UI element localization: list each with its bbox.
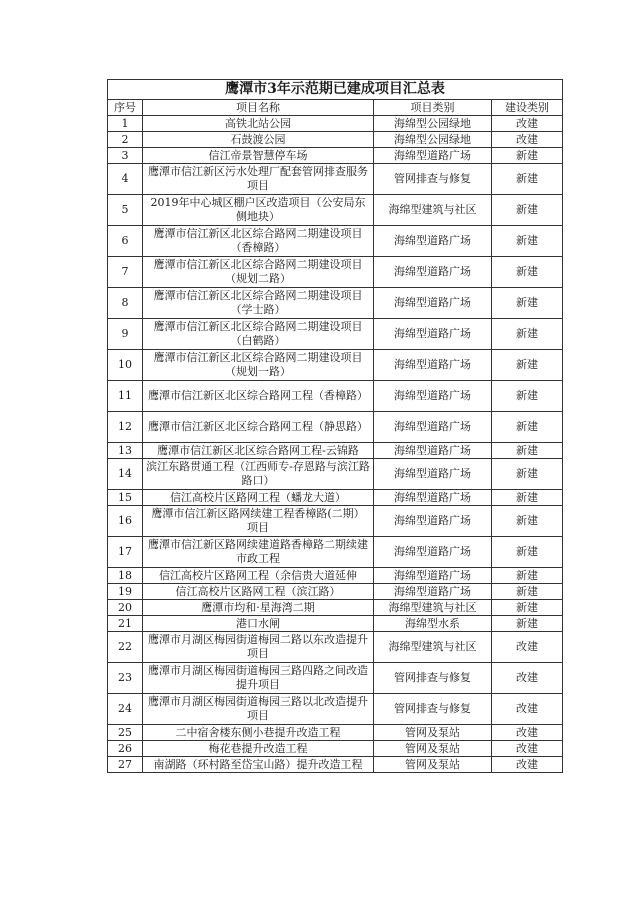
project-category: 海绵型道路广场 bbox=[374, 537, 492, 568]
row-number: 8 bbox=[108, 288, 143, 319]
row-number: 21 bbox=[108, 616, 143, 632]
table-row bbox=[108, 506, 563, 537]
build-type: 新建 bbox=[492, 319, 563, 350]
table-row bbox=[108, 757, 563, 773]
row-number: 19 bbox=[108, 584, 143, 600]
project-name: 鹰潭市信江新区北区综合路网二期建设项目（学士路） bbox=[143, 288, 374, 319]
project-name: 信江帝景智慧停车场 bbox=[143, 148, 374, 164]
table-row bbox=[108, 443, 563, 459]
table-row bbox=[108, 195, 563, 226]
table-row bbox=[108, 257, 563, 288]
project-category: 海绵型建筑与社区 bbox=[374, 195, 492, 226]
project-name: 信江高校片区路网工程（滨江路） bbox=[143, 584, 374, 600]
row-number: 13 bbox=[108, 443, 143, 459]
header-category: 项目类别 bbox=[374, 100, 492, 116]
build-type: 新建 bbox=[492, 459, 563, 490]
project-name: 2019年中心城区棚户区改造项目（公安局东侧地块） bbox=[143, 195, 374, 226]
project-name: 鹰潭市信江新区路网续建工程香樟路(二期）项目 bbox=[143, 506, 374, 537]
table-row bbox=[108, 537, 563, 568]
project-category: 管网排查与修复 bbox=[374, 694, 492, 725]
row-number: 7 bbox=[108, 257, 143, 288]
table-row bbox=[108, 132, 563, 148]
row-number: 1 bbox=[108, 116, 143, 132]
table-row bbox=[108, 663, 563, 694]
row-number: 12 bbox=[108, 412, 143, 443]
table-row bbox=[108, 600, 563, 616]
project-category: 海绵型道路广场 bbox=[374, 412, 492, 443]
project-name: 信江高校片区路网工程（余信贵大道延伸 bbox=[143, 568, 374, 584]
row-number: 23 bbox=[108, 663, 143, 694]
project-category: 海绵型道路广场 bbox=[374, 490, 492, 506]
project-name: 鹰潭市信江新区北区综合路网二期建设项目（规划二路） bbox=[143, 257, 374, 288]
build-type: 新建 bbox=[492, 568, 563, 584]
project-category: 海绵型水系 bbox=[374, 616, 492, 632]
project-category: 海绵型道路广场 bbox=[374, 226, 492, 257]
project-name: 梅花巷提升改造工程 bbox=[143, 741, 374, 757]
row-number: 24 bbox=[108, 694, 143, 725]
table-row bbox=[108, 350, 563, 381]
project-name: 鹰潭市月湖区梅园街道梅园三路以北改造提升项目 bbox=[143, 694, 374, 725]
table-title: 鹰潭市3年示范期已建成项目汇总表 bbox=[108, 80, 563, 100]
build-type: 改建 bbox=[492, 741, 563, 757]
project-name: 鹰潭市信江新区北区综合路网二期建设项目（白鹤路） bbox=[143, 319, 374, 350]
build-type: 新建 bbox=[492, 616, 563, 632]
build-type: 改建 bbox=[492, 132, 563, 148]
project-category: 海绵型道路广场 bbox=[374, 443, 492, 459]
row-number: 3 bbox=[108, 148, 143, 164]
build-type: 新建 bbox=[492, 537, 563, 568]
project-summary-table bbox=[107, 79, 563, 773]
header-no: 序号 bbox=[108, 100, 143, 116]
project-name: 南湖路（环村路至岱宝山路）提升改造工程 bbox=[143, 757, 374, 773]
row-number: 26 bbox=[108, 741, 143, 757]
build-type: 新建 bbox=[492, 288, 563, 319]
project-name: 鹰潭市月湖区梅园街道梅园三路四路之间改造提升项目 bbox=[143, 663, 374, 694]
table-row bbox=[108, 584, 563, 600]
build-type: 改建 bbox=[492, 663, 563, 694]
row-number: 5 bbox=[108, 195, 143, 226]
row-number: 25 bbox=[108, 725, 143, 741]
project-name: 鹰潭市信江新区路网续建道路香樟路二期续建市政工程 bbox=[143, 537, 374, 568]
table-row bbox=[108, 741, 563, 757]
project-category: 管网及泵站 bbox=[374, 725, 492, 741]
project-name: 鹰潭市信江新区北区综合路网二期建设项目（规划一路） bbox=[143, 350, 374, 381]
row-number: 16 bbox=[108, 506, 143, 537]
row-number: 17 bbox=[108, 537, 143, 568]
row-number: 18 bbox=[108, 568, 143, 584]
table-row bbox=[108, 616, 563, 632]
table-row bbox=[108, 725, 563, 741]
project-name: 信江高校片区路网工程（蟠龙大道） bbox=[143, 490, 374, 506]
project-category: 海绵型道路广场 bbox=[374, 257, 492, 288]
build-type: 新建 bbox=[492, 148, 563, 164]
table-row bbox=[108, 490, 563, 506]
build-type: 新建 bbox=[492, 164, 563, 195]
project-category: 管网排查与修复 bbox=[374, 164, 492, 195]
row-number: 6 bbox=[108, 226, 143, 257]
build-type: 改建 bbox=[492, 632, 563, 663]
table-row bbox=[108, 226, 563, 257]
table-row bbox=[108, 164, 563, 195]
table-row bbox=[108, 694, 563, 725]
project-name: 石鼓渡公园 bbox=[143, 132, 374, 148]
project-name: 鹰潭市信江新区北区综合路网工程（香樟路） bbox=[143, 381, 374, 412]
project-name: 二中宿舍楼东侧小巷提升改造工程 bbox=[143, 725, 374, 741]
row-number: 10 bbox=[108, 350, 143, 381]
table-row bbox=[108, 319, 563, 350]
project-category: 海绵型公园绿地 bbox=[374, 116, 492, 132]
project-category: 海绵型道路广场 bbox=[374, 568, 492, 584]
project-category: 海绵型道路广场 bbox=[374, 459, 492, 490]
build-type: 新建 bbox=[492, 600, 563, 616]
row-number: 2 bbox=[108, 132, 143, 148]
project-name: 鹰潭市信江新区北区综合路网工程（静思路） bbox=[143, 412, 374, 443]
header-name: 项目名称 bbox=[143, 100, 374, 116]
build-type: 新建 bbox=[492, 257, 563, 288]
project-category: 海绵型公园绿地 bbox=[374, 132, 492, 148]
document-page bbox=[107, 79, 562, 773]
project-name: 鹰潭市信江新区污水处理厂配套管网排查服务项目 bbox=[143, 164, 374, 195]
build-type: 改建 bbox=[492, 757, 563, 773]
project-name: 港口水闸 bbox=[143, 616, 374, 632]
project-category: 海绵型建筑与社区 bbox=[374, 600, 492, 616]
project-category: 管网及泵站 bbox=[374, 757, 492, 773]
project-name: 鹰潭市月湖区梅园街道梅园二路以东改造提升项目 bbox=[143, 632, 374, 663]
project-category: 管网及泵站 bbox=[374, 741, 492, 757]
project-category: 海绵型道路广场 bbox=[374, 288, 492, 319]
table-row bbox=[108, 116, 563, 132]
build-type: 新建 bbox=[492, 226, 563, 257]
row-number: 4 bbox=[108, 164, 143, 195]
row-number: 20 bbox=[108, 600, 143, 616]
project-name: 鹰潭市均和·星海湾二期 bbox=[143, 600, 374, 616]
project-category: 海绵型道路广场 bbox=[374, 148, 492, 164]
project-name: 滨江东路贯通工程（江西师专-存恩路与滨江路路口） bbox=[143, 459, 374, 490]
table-header-row bbox=[108, 100, 563, 116]
row-number: 15 bbox=[108, 490, 143, 506]
build-type: 新建 bbox=[492, 350, 563, 381]
row-number: 9 bbox=[108, 319, 143, 350]
project-category: 海绵型建筑与社区 bbox=[374, 632, 492, 663]
build-type: 新建 bbox=[492, 195, 563, 226]
build-type: 改建 bbox=[492, 116, 563, 132]
build-type: 新建 bbox=[492, 584, 563, 600]
table-row bbox=[108, 288, 563, 319]
build-type: 改建 bbox=[492, 694, 563, 725]
build-type: 新建 bbox=[492, 506, 563, 537]
project-category: 海绵型道路广场 bbox=[374, 506, 492, 537]
project-category: 海绵型道路广场 bbox=[374, 319, 492, 350]
table-row bbox=[108, 568, 563, 584]
build-type: 新建 bbox=[492, 490, 563, 506]
header-build-type: 建设类别 bbox=[492, 100, 563, 116]
build-type: 新建 bbox=[492, 443, 563, 459]
project-name: 高铁北站公园 bbox=[143, 116, 374, 132]
row-number: 11 bbox=[108, 381, 143, 412]
project-name: 鹰潭市信江新区北区综合路网工程-云锦路 bbox=[143, 443, 374, 459]
build-type: 改建 bbox=[492, 725, 563, 741]
build-type: 新建 bbox=[492, 412, 563, 443]
row-number: 22 bbox=[108, 632, 143, 663]
project-category: 海绵型道路广场 bbox=[374, 584, 492, 600]
project-category: 海绵型道路广场 bbox=[374, 381, 492, 412]
row-number: 14 bbox=[108, 459, 143, 490]
project-name: 鹰潭市信江新区北区综合路网二期建设项目（香樟路） bbox=[143, 226, 374, 257]
table-row bbox=[108, 632, 563, 663]
project-category: 管网排查与修复 bbox=[374, 663, 492, 694]
table-row bbox=[108, 381, 563, 412]
table-row bbox=[108, 412, 563, 443]
table-row bbox=[108, 148, 563, 164]
project-category: 海绵型道路广场 bbox=[374, 350, 492, 381]
row-number: 27 bbox=[108, 757, 143, 773]
table-row bbox=[108, 459, 563, 490]
build-type: 新建 bbox=[492, 381, 563, 412]
